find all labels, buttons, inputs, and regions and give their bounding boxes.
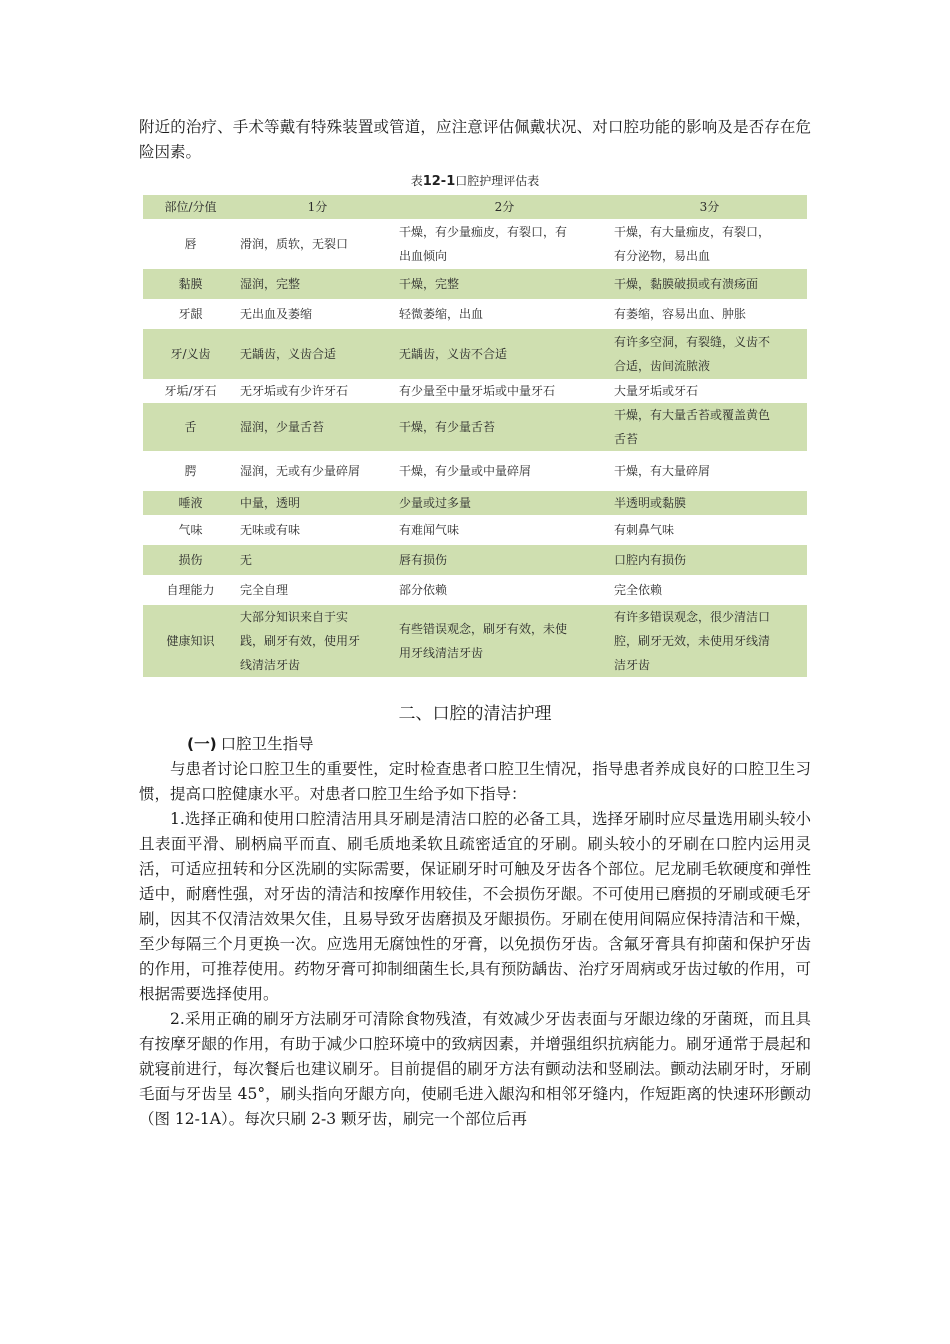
caption-number: 12-1 [422,174,456,189]
cell-line: 践，刷牙有效，使用牙 [240,634,361,648]
row-score-2 [397,219,612,269]
cell-line: 干燥，有少量舌苔 [399,420,496,434]
row-part: 自理能力 [143,575,238,605]
row-part: 腭 [143,451,238,491]
cell-line: 合适，齿间流脓液 [614,359,711,373]
table-header-row [143,195,807,219]
row-part: 唇 [143,219,238,269]
row-score-2 [397,515,612,545]
cell-line: 大部分知识来自于实 [240,610,349,624]
table-row [143,403,807,451]
subsection-label: 口腔卫生指导 [220,735,314,753]
row-score-2 [397,329,612,379]
row-score-3 [612,329,807,379]
cell-line: 完全自理 [240,583,289,597]
header-part: 部位/分值 [143,195,238,219]
row-score-1 [238,451,397,491]
cell-line: 中量，透明 [240,496,301,510]
row-score-2 [397,379,612,403]
cell-line: 有少量至中量牙垢或中量牙石 [399,384,556,398]
table-row [143,269,807,299]
paragraph-intro: 与患者讨论口腔卫生的重要性，定时检查患者口腔卫生情况，指导患者养成良好的口腔卫生习惯，提高口腔健康水平。对患者口腔卫生给予如下指导： [139,760,811,803]
cell-line: 有许多错误观念，很少清洁口 [614,610,771,624]
table-row [143,219,807,269]
row-part: 牙龈 [143,299,238,329]
cell-line: 湿润，无或有少量碎屑 [240,464,361,478]
table-row [143,491,807,515]
cell-line: 无龋齿，义齿合适 [240,347,337,361]
cell-line: 有许多空洞，有裂缝，义齿不 [614,335,771,349]
cell-line: 无牙垢或有少许牙石 [240,384,349,398]
row-score-1 [238,515,397,545]
cell-line: 半透明或黏膜 [614,496,687,510]
row-score-2 [397,403,612,451]
table-row [143,329,807,379]
cell-line: 干燥，完整 [399,277,460,291]
row-score-1 [238,329,397,379]
row-score-3 [612,403,807,451]
row-part: 牙垢/牙石 [143,379,238,403]
cell-line: 有些错误观念，刷牙有效，未使 [399,622,568,636]
row-score-3 [612,219,807,269]
table-row [143,545,807,575]
table-row [143,379,807,403]
caption-title: 口腔护理评估表 [455,174,540,188]
row-score-3 [612,491,807,515]
header-score-1: 1分 [238,195,397,219]
oral-care-assessment-table [143,195,807,677]
row-score-3 [612,269,807,299]
cell-line: 大量牙垢或牙石 [614,384,699,398]
row-score-2 [397,269,612,299]
row-part: 健康知识 [143,605,238,677]
row-score-3 [612,451,807,491]
cell-line: 有萎缩，容易出血、肿胀 [614,307,747,321]
row-score-1 [238,575,397,605]
row-score-2 [397,545,612,575]
cell-line: 无 [240,553,253,567]
row-part: 损伤 [143,545,238,575]
row-score-3 [612,575,807,605]
subsection-marker: (一) [187,735,217,753]
cell-line: 用牙线清洁牙齿 [399,646,484,660]
header-score-3: 3分 [612,195,807,219]
row-score-1 [238,545,397,575]
cell-line: 腔，刷牙无效，未使用牙线清 [614,634,771,648]
row-score-1 [238,299,397,329]
table-row [143,451,807,491]
row-score-2 [397,451,612,491]
cell-line: 口腔内有损伤 [614,553,687,567]
row-part: 舌 [143,403,238,451]
cell-line: 干燥，有少量痂皮，有裂口，有 [399,225,568,239]
row-score-2 [397,575,612,605]
cell-line: 湿润，完整 [240,277,301,291]
row-part: 黏膜 [143,269,238,299]
cell-line: 无龋齿，义齿不合适 [399,347,508,361]
row-part: 唾液 [143,491,238,515]
cell-line: 干燥，有大量碎屑 [614,464,711,478]
row-score-1 [238,379,397,403]
cell-line: 少量或过多量 [399,496,472,510]
row-score-3 [612,379,807,403]
header-score-2: 2分 [397,195,612,219]
cell-line: 有难闻气味 [399,523,460,537]
table-row [143,605,807,677]
cell-line: 干燥，黏膜破损或有溃疡面 [614,277,759,291]
row-score-1 [238,605,397,677]
subsection-title [187,732,314,756]
cell-line: 洁牙齿 [614,658,651,672]
table-row [143,515,807,545]
cell-line: 干燥，有大量痂皮，有裂口， [614,225,771,239]
row-score-3 [612,545,807,575]
cell-line: 舌苔 [614,432,639,446]
caption-prefix: 表 [410,174,423,188]
row-part: 气味 [143,515,238,545]
cell-line: 部分依赖 [399,583,448,597]
body-text [139,757,811,1132]
paragraph-toothbrush: 1.选择正确和使用口腔清洁用具牙刷是清洁口腔的必备工具，选择牙刷时应尽量选用刷头较小且表面平滑、刷柄扁平而直、刷毛质地柔软且疏密适宜的牙刷。刷头较小的牙刷在口腔内运用灵活，可适应扭转和分区洗刷的实际需要，保证刷牙时可触及牙齿各个部位。尼龙刷毛软硬度和弹性适中，耐磨性强，对牙齿的清洁和按摩作用较佳，不会损伤牙龈。不可使用已磨损的牙刷或硬毛牙刷，因其不仅清洁效果欠佳，且易导致牙齿磨损及牙龈损伤。牙刷在使用间隔应保持清洁和干燥，至少每隔三个月更换一次。应选用无腐蚀性的牙膏，以免损伤牙齿。含氟牙膏具有抑菌和保护牙齿的作用，可推荐使用。药物牙膏可抑制细菌生长,具有预防龋齿、治疗牙周病或牙齿过敏的作用，可根据需要选择使用。 [139,810,811,1003]
row-score-3 [612,515,807,545]
cell-line: 轻微萎缩，出血 [399,307,484,321]
cell-line: 有刺鼻气味 [614,523,675,537]
row-score-1 [238,403,397,451]
cell-line: 无味或有味 [240,523,301,537]
cell-line: 无出血及萎缩 [240,307,313,321]
section-title: 二、口腔的清洁护理 [398,704,552,724]
paragraph-brushing-method: 2.采用正确的刷牙方法刷牙可清除食物残渣，有效减少牙齿表面与牙龈边缘的牙菌斑，而且具有按摩牙龈的作用，有助于减少口腔环境中的致病因素，并增强组织抗病能力。刷牙通常于晨起和就寝前进行，每次餐后也建议刷牙。目前提倡的刷牙方法有颤动法和竖刷法。颤动法刷牙时，牙刷毛面与牙齿呈 45°，刷头指向牙龈方向，使刷毛进入龈沟和相邻牙缝内，作短距离的快速环形颤动（图 12-1A）。每次只刷 2-3 颗牙齿，刷完一个部位后再 [139,1010,811,1128]
row-score-2 [397,299,612,329]
row-score-1 [238,491,397,515]
cell-line: 有分泌物，易出血 [614,249,711,263]
cell-line: 出血倾向 [399,249,448,263]
row-score-2 [397,491,612,515]
table-row [143,299,807,329]
row-score-3 [612,299,807,329]
cell-line: 完全依赖 [614,583,663,597]
cell-line: 干燥，有大量舌苔或覆盖黄色 [614,408,771,422]
row-score-1 [238,269,397,299]
cell-line: 线清洁牙齿 [240,658,301,672]
cell-line: 滑润，质软，无裂口 [240,237,349,251]
cell-line: 干燥，有少量或中量碎屑 [399,464,532,478]
row-score-1 [238,219,397,269]
cell-line: 唇有损伤 [399,553,448,567]
table-row [143,575,807,605]
table-caption [0,172,950,189]
intro-paragraph: 附近的治疗、手术等戴有特殊装置或管道，应注意评估佩戴状况、对口腔功能的影响及是否存在危险因素。 [139,118,811,161]
row-score-2 [397,605,612,677]
row-score-3 [612,605,807,677]
cell-line: 湿润，少量舌苔 [240,420,325,434]
row-part: 牙/义齿 [143,329,238,379]
